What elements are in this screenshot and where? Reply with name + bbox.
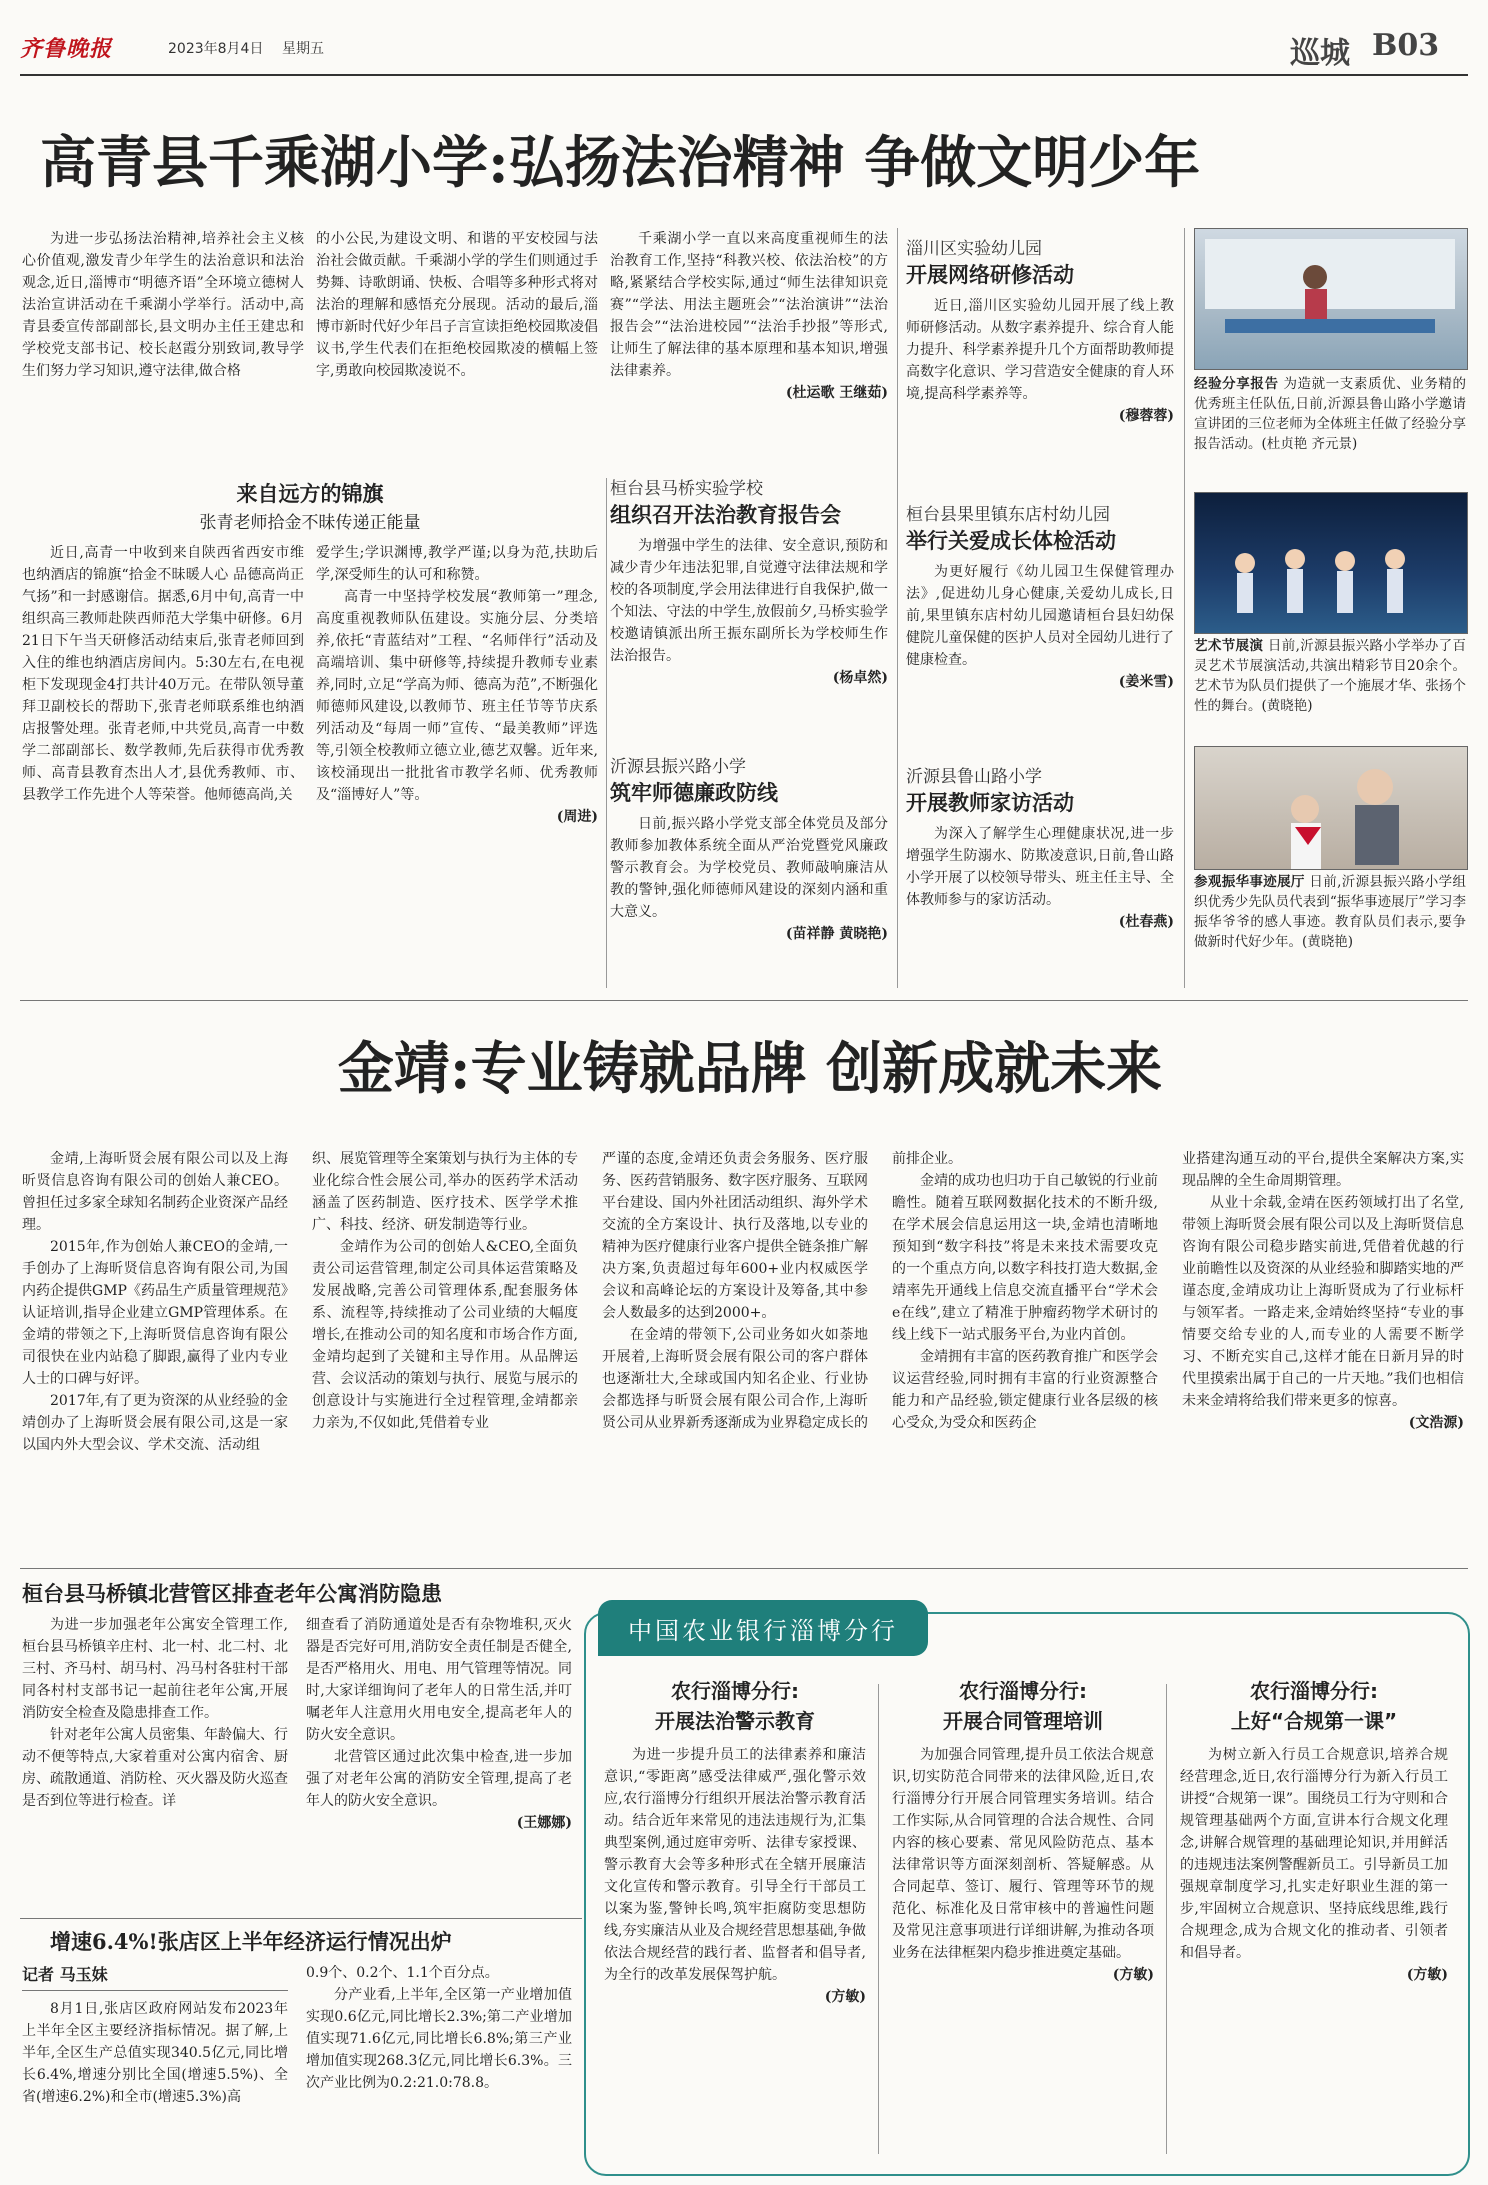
story1-paragraph-2: 的小公民,为建设文明、和谐的平安校园与法治社会做贡献。千乘湖小学的学生们则通过手势舞、诗歌朗诵、快板、合唱等多种形式将对法治的理解和感悟充分展现。活动的最后,淄博市新时代好少年吕子言宣读拒绝校园欺凌倡议书,学生代表们在拒绝校园欺凌的横幅上签字,勇敢向校园欺凌说不。	[316, 231, 598, 379]
story4-paragraph-3: 2017年,有了更为资深的从业经验的金靖创办了上海昕贤会展有限公司,这是一家以国内外大型会议、学术交流、活动组	[22, 1393, 288, 1453]
story5-col1	[22, 1614, 288, 1812]
story4-headline: 金靖:专业铸就品牌 创新成就未来	[337, 1036, 1163, 1102]
story1-headline: 高青县千乘湖小学:弘扬法治精神 争做文明少年	[40, 130, 1201, 196]
story1-col2	[316, 228, 598, 382]
story3-col	[610, 228, 888, 402]
brief3-kicker: 淄川区实验幼儿园	[906, 239, 1042, 259]
story2-col1	[22, 542, 304, 806]
issue-date: 2023年8月4日	[168, 41, 264, 57]
story5-paragraph-1: 为进一步加强老年公寓安全管理工作,桓台县马桥镇辛庄村、北一村、北二村、北三村、齐马村、胡马村、冯马村各驻村干部同各村村支部书记一起前往老年公寓,开展消防安全检查及隐患排查工作。	[22, 1617, 288, 1721]
photo2-caption-title: 艺术节展演	[1194, 638, 1264, 654]
story4-col3-paragraph-1: 严谨的态度,金靖还负责会务服务、医疗服务、医药营销服务、数字医疗服务、互联网平台建设、国内外社团活动组织、海外学术交流的全方案设计、执行及落地,以专业的精神为医疗健康行业客户提供全链条推广解决方案,负责超过每年600+业内权威医学会议和高峰论坛的方案设计及筹备,其中参会人数最多的达到2000+。	[602, 1151, 868, 1321]
brief1-kicker: 桓台县马桥实验学校	[610, 479, 763, 499]
brief5-byline: (杜春燕)	[1118, 914, 1174, 930]
photo2-caption	[1194, 636, 1466, 716]
bank-article-2	[892, 1676, 1154, 1984]
photo3-byline: (黄晓艳)	[1302, 934, 1354, 950]
story1-col1	[22, 228, 304, 382]
brief5-kicker: 沂源县鲁山路小学	[906, 767, 1042, 787]
bank-col-rule	[878, 1684, 879, 2154]
story4-col1	[22, 1148, 288, 1456]
brief1-body: 为增强中学生的法律、安全意识,预防和减少青少年违法犯罪,自觉遵守法律法规和学校的各项制度,学会用法律进行自我保护,做一个知法、守法的中学生,放假前夕,马桥实验学校邀请镇派出所王振东副所长为学校师生作法治报告。	[610, 538, 888, 664]
bank-article-1	[604, 1676, 866, 2006]
bank-article-2-title-2: 开展合同管理培训	[943, 1709, 1103, 1733]
section-rule	[20, 1568, 1468, 1569]
photo3-caption-body: 日前,沂源县振兴路小学组织优秀少先队员代表到“振华事迹展厅”学习李振华爷爷的感人事迹。教育队员们表示,要争做新时代好少年。	[1194, 874, 1466, 950]
bank-article-2-title-1: 农行淄博分行:	[959, 1679, 1087, 1703]
story4-col4-paragraph-1: 前排企业。	[892, 1151, 962, 1167]
story4-col3-paragraph-2: 在金靖的带领下,公司业务如火如荼地开展着,上海昕贤会展有限公司的客户群体也逐渐壮大,全球或国内知名企业、行业协会都选择与昕贤会展有限公司合作,上海昕贤公司从业界新秀逐渐成为业界稳定成长的	[602, 1327, 868, 1431]
brief2	[610, 752, 888, 943]
brief1	[610, 474, 888, 687]
col-rule	[1184, 228, 1185, 988]
brief4-title: 举行关爱成长体检活动	[906, 529, 1116, 553]
brief2-title: 筑牢师德廉政防线	[610, 781, 778, 805]
story6-col1	[22, 1998, 288, 2108]
story6-paragraph-1: 8月1日,张店区政府网站发布2023年上半年全区主要经济指标情况。据了解,上半年,全区生产总值实现340.5亿元,同比增长6.4%,增速分别比全国(增速5.5%)、全省(增速6.2%)和全市(增速5.3%)高	[22, 2001, 288, 2105]
brief5-title: 开展教师家访活动	[906, 791, 1074, 815]
story5-col2	[306, 1614, 572, 1832]
bank-banner	[598, 1600, 928, 1656]
story5-paragraph-3: 细查看了消防通道处是否有杂物堆积,灭火器是否完好可用,消防安全责任制是否健全,是否严格用火、用电、用气管理等情况。同时,大家详细询问了老年人的日常生活,并叮嘱老年人注意用火用电安全,提高老年人的防火安全意识。	[306, 1617, 572, 1743]
story4-col2-paragraph-1: 织、展览管理等全案策划与执行为主体的专业化综合性会展公司,举办的医药学术活动涵盖了医药制造、医疗技术、医学学术推广、科技、经济、研发制造等行业。	[312, 1151, 578, 1233]
section-rule	[20, 1000, 1468, 1001]
story6-paragraph-3: 分产业看,上半年,全区第一产业增加值实现0.6亿元,同比增长2.3%;第二产业增加值实现71.6亿元,同比增长6.8%;第三产业增加值实现268.3亿元,同比增长6.3%。三次产业比例为0.2:21.0:78.8。	[306, 1987, 572, 2091]
bank-article-1-title-1: 农行淄博分行:	[671, 1679, 799, 1703]
brief4-byline: (姜米雪)	[1118, 674, 1174, 690]
story6-col2	[306, 1962, 572, 2094]
photo3-caption	[1194, 872, 1466, 952]
story4-col5-paragraph-1: 业搭建沟通互动的平台,提供全案解决方案,实现品牌的全生命周期管理。	[1182, 1151, 1464, 1189]
bank-article-3-byline: (方敏)	[1406, 1967, 1448, 1983]
story3-byline: (杜运歌 王继茹)	[785, 385, 888, 401]
photo1-caption-body: 为造就一支素质优、业务精的优秀班主任队伍,日前,沂源县鲁山路小学邀请宣讲团的三位老师为全体班主任做了经验分享报告活动。	[1194, 376, 1467, 452]
bank-article-1-byline: (方敏)	[824, 1989, 866, 2005]
photo-classroom-meeting	[1194, 228, 1468, 370]
story4-col2-paragraph-2: 金靖作为公司的创始人&CEO,全面负责公司运营管理,制定公司具体运营策略及发展战略,完善公司管理体系,配套服务体系、流程等,持续推动了公司业绩的大幅度增长,在推动公司的知名度和市场合作方面,金靖均起到了关键和主导作用。从品牌运营、会议活动的策划与执行、展览与展示的创意设计与实施进行全过程管理,金靖都亲力亲为,不仅如此,凭借着专业	[312, 1239, 578, 1431]
story4-paragraph-2: 2015年,作为创始人兼CEO的金靖,一手创办了上海昕贤信息咨询有限公司,为国内药企提供GMP《药品生产质量管理规范》认证培训,指导企业建立GMP管理体系。在金靖的带领之下,上海昕贤信息咨询有限公司很快在业内站稳了脚跟,赢得了业内专业人士的口碑与好评。	[22, 1239, 288, 1387]
story1-paragraph-1: 为进一步弘扬法治精神,培养社会主义核心价值观,激发青少年学生的法治意识和法治观念,近日,淄博市“明德齐语”全环境立德树人法治宣讲活动在千乘湖小学举行。活动中,高青县委宣传部副部长,县文明办主任王建忠和学校党支部书记、校长赵霞分别致词,教导学生们努力学习知识,遵守法律,做合格	[22, 231, 304, 379]
bank-article-3	[1180, 1676, 1448, 1984]
story5-paragraph-4: 北营管区通过此次集中检查,进一步加强了对老年公寓的消防安全管理,提高了老年人的防火安全意识。	[306, 1749, 572, 1809]
brief3-body: 近日,淄川区实验幼儿园开展了线上教师研修活动。从数字素养提升、综合育人能力提升、科学素养提升几个方面帮助教师提高数字化意识、学习营造安全健康的育人环境,提高科学素养等。	[906, 298, 1174, 402]
photo-art-festival	[1194, 492, 1468, 634]
brief1-byline: (杨卓然)	[832, 670, 888, 686]
story6-rule	[22, 1990, 288, 1991]
bank-article-2-body: 为加强合同管理,提升员工依法合规意识,切实防范合同带来的法律风险,近日,农行淄博分行开展合同管理实务培训。结合工作实际,从合同管理的合法合规性、合同内容的核心要素、常见风险防范点、基本法律常识等方面深刻剖析、答疑解惑。从合同起草、签订、履行、管理等环节的规范化、标准化及日常审核中的普遍性问题及常见注意事项进行详细讲解,为推动各项业务在法律框架内稳步推进奠定基础。	[892, 1747, 1154, 1961]
photo2-byline: (黄晓艳)	[1261, 698, 1313, 714]
story5-headline: 桓台县马桥镇北营管区排查老年公寓消防隐患	[22, 1581, 442, 1606]
brief4	[906, 500, 1174, 691]
bank-article-3-title-2: 上好“合规第一课”	[1230, 1709, 1398, 1733]
story6-paragraph-2: 0.9个、0.2个、1.1个百分点。	[306, 1965, 499, 1981]
story2-paragraph-2a: 爱学生;学识渊博,教学严谨;以身为范,扶助后学,深受师生的认可和称赞。	[316, 545, 598, 583]
section-rule	[20, 1918, 582, 1919]
exhibition-illustration	[1195, 747, 1467, 869]
brief3	[906, 234, 1174, 425]
header-rule	[20, 74, 1468, 76]
bank-article-3-title-1: 农行淄博分行:	[1250, 1679, 1378, 1703]
brief4-body: 为更好履行《幼儿园卫生保健管理办法》,促进幼儿身心健康,关爱幼儿成长,日前,果里镇东店村幼儿园邀请桓台县妇幼保健院儿童保健的医护人员对全园幼儿进行了健康检查。	[906, 564, 1174, 668]
bank-article-2-byline: (方敏)	[1112, 1967, 1154, 1983]
stage-illustration	[1195, 493, 1467, 633]
story4-col4	[892, 1148, 1158, 1434]
story3-paragraph: 千乘湖小学一直以来高度重视师生的法治教育工作,坚持“科教兴校、依法治校”的方略,紧紧结合学校实际,通过“师生法律知识竞赛”“学法、用法主题班会”“法治演讲”“法治报告会”“法治进校园”“法治手抄报”等形式,让师生了解法律的基本原理和基本知识,增强法律素养。	[610, 231, 888, 379]
story4-col4-paragraph-2: 金靖的成功也归功于自己敏锐的行业前瞻性。随着互联网数据化技术的不断升级,在学术展会信息运用这一块,金靖也清晰地预知到“数字科技”将是未来技术需要攻克的一个重点方向,以数字科技打造大数据,金靖率先开通线上信息交流直播平台“学术会e在线”,建立了精准于肿瘤药物学术研讨的线上线下一站式服务平台,为业内首创。	[892, 1173, 1158, 1343]
story4-byline: (文浩源)	[1408, 1415, 1464, 1431]
page-header	[20, 28, 1468, 70]
story2-paragraph-1: 近日,高青一中收到来自陕西省西安市维也纳酒店的锦旗“拾金不昧暖人心 品德高尚正气扬”和一封感谢信。据悉,6月中旬,高青一中组织高三教师赴陕西师范大学集中研修。6月21日下午当天研修活动结束后,张青老师回到入住的维也纳酒店房间内。5:30左右,在电视柜下发现现金4打共计40万元。在带队领导董拜卫副校长的帮助下,张青老师联系维也纳酒店报警处理。张青老师,中共党员,高青一中数学二部副部长、数学教师,先后获得市优秀教师、高青县教育杰出人才,县优秀教师、市、县教学工作先进个人等荣誉。他师德高尚,关	[22, 545, 304, 803]
bank-article-3-body: 为树立新入行员工合规意识,培养合规经营理念,近日,农行淄博分行为新入行员工讲授“合规第一课”。围绕员工行为守则和合规管理基础两个方面,宣讲本行合规文化理念,讲解合规管理的基础理论知识,并用鲜活的违规违法案例警醒新员工。引导新员工加强规章制度学习,扎实走好职业生涯的第一步,牢固树立合规意识、坚持底线思维,践行合规理念,成为合规文化的推动者、引领者和倡导者。	[1180, 1747, 1448, 1961]
brief2-kicker: 沂源县振兴路小学	[610, 757, 746, 777]
bank-col-rule	[1166, 1684, 1167, 2154]
story2-col2	[316, 542, 598, 826]
photo2-caption-body: 日前,沂源县振兴路小学举办了百灵艺术节展演活动,共演出精彩节目20余个。艺术节为队员们提供了一个施展才华、张扬个性的舞台。	[1194, 638, 1467, 714]
photo1-byline: (杜贞艳 齐元景)	[1261, 436, 1358, 452]
photo-exhibition-hall	[1194, 746, 1468, 870]
story4-col4-paragraph-3: 金靖拥有丰富的医药教育推广和医学会议运营经验,同时拥有丰富的行业资源整合能力和产品经验,锁定健康行业各层级的核心受众,为受众和医药企	[892, 1349, 1158, 1431]
story4-col5-paragraph-2: 从业十余载,金靖在医药领域打出了名堂,带领上海昕贤会展有限公司以及上海昕贤信息咨询有限公司稳步踏实前进,凭借着优越的行业前瞻性以及资深的从业经验和脚踏实地的严谨态度,金靖成功让上海昕贤成为了行业标杆与领军者。一路走来,金靖始终坚持“专业的事情要交给专业的人,而专业的人需要不断学习、不断充实自己,这样才能在日新月异的时代里摸索出属于自己的一片天地。”我们也相信未来金靖将给我们带来更多的惊喜。	[1182, 1195, 1464, 1409]
story4-col3	[602, 1148, 868, 1434]
brief3-byline: (穆蓉蓉)	[1118, 408, 1174, 424]
brief2-body: 日前,振兴路小学党支部全体党员及部分教师参加教体系统全面从严治党暨党风廉政警示教育会。为学校党员、教师敲响廉洁从教的警钟,强化师德师风建设的深刻内涵和重大意义。	[610, 816, 888, 920]
bank-article-1-body: 为进一步提升员工的法律素养和廉洁意识,“零距离”感受法律威严,强化警示效应,农行淄博分行组织开展法治警示教育活动。结合近年来常见的违法违规行为,汇集典型案例,通过庭审旁听、法律专家授课、警示教育大会等多种形式在全辖开展廉洁文化宣传和警示教育。引导全行干部员工以案为鉴,警钟长鸣,筑牢拒腐防变思想防线,夯实廉洁从业及合规经营思想基础,争做依法合规经营的践行者、监督者和倡导者,为全行的改革发展保驾护航。	[604, 1747, 866, 1983]
col-rule	[606, 478, 607, 988]
bank-box	[584, 1612, 1470, 2176]
story4-paragraph-1: 金靖,上海昕贤会展有限公司以及上海昕贤信息咨询有限公司的创始人兼CEO。曾担任过多家全球知名制药企业资深产品经理。	[22, 1151, 288, 1233]
story2-title: 来自远方的锦旗	[236, 481, 384, 506]
photo1-caption	[1194, 374, 1466, 454]
story5-paragraph-2: 针对老年公寓人员密集、年龄偏大、行动不便等特点,大家着重对公寓内宿舍、厨房、疏散通道、消防栓、灭火器及防火巡查是否到位等进行检查。详	[22, 1727, 288, 1809]
story6-reporter: 记者 马玉妹	[22, 1965, 108, 1984]
issue-weekday: 星期五	[282, 41, 324, 57]
classroom-illustration	[1195, 229, 1467, 369]
brief2-byline: (苗祥静 黄晓艳)	[785, 926, 888, 942]
col-rule	[897, 228, 898, 988]
story4-col5	[1182, 1148, 1464, 1432]
page-number: B03	[1372, 28, 1440, 63]
bank-article-1-title-2: 开展法治警示教育	[655, 1709, 815, 1733]
brief5	[906, 762, 1174, 931]
story6-headline: 增速6.4%!张店区上半年经济运行情况出炉	[50, 1929, 452, 1954]
story2-paragraph-2b: 高青一中坚持学校发展“教师第一”理念,高度重视教师队伍建设。实施分层、分类培养,依托“青蓝结对”工程、“名师伴行”活动及高端培训、集中研修等,持续提升教师专业素养,同时,立足“学高为师、德高为范”,不断强化师德师风建设,以教师节、班主任节等节庆系列活动及“每周一师”宣传、“最美教师”评选等,引领全校教师立德立业,德艺双馨。近年来,该校涌现出一批批省市教学名师、优秀教师及“淄博好人”等。	[316, 589, 598, 803]
brief1-title: 组织召开法治教育报告会	[610, 503, 841, 527]
brief3-title: 开展网络研修活动	[906, 263, 1074, 287]
masthead-logo: 齐鲁晚报	[20, 36, 113, 62]
photo1-caption-title: 经验分享报告	[1194, 376, 1279, 392]
photo3-caption-title: 参观振华事迹展厅	[1194, 874, 1305, 890]
brief4-kicker: 桓台县果里镇东店村幼儿园	[906, 505, 1110, 525]
story2-byline: (周进)	[556, 809, 598, 825]
brief5-body: 为深入了解学生心理健康状况,进一步增强学生防溺水、防欺凌意识,日前,鲁山路小学开展了以校领导带头、班主任主导、全体教师参与的家访活动。	[906, 826, 1174, 908]
section-name: 巡城	[1290, 36, 1350, 71]
story4-col2	[312, 1148, 578, 1434]
bank-banner-text: 中国农业银行淄博分行	[628, 1616, 898, 1645]
story5-byline: (王娜娜)	[516, 1815, 572, 1831]
story2-subtitle: 张青老师拾金不昧传递正能量	[199, 513, 421, 533]
